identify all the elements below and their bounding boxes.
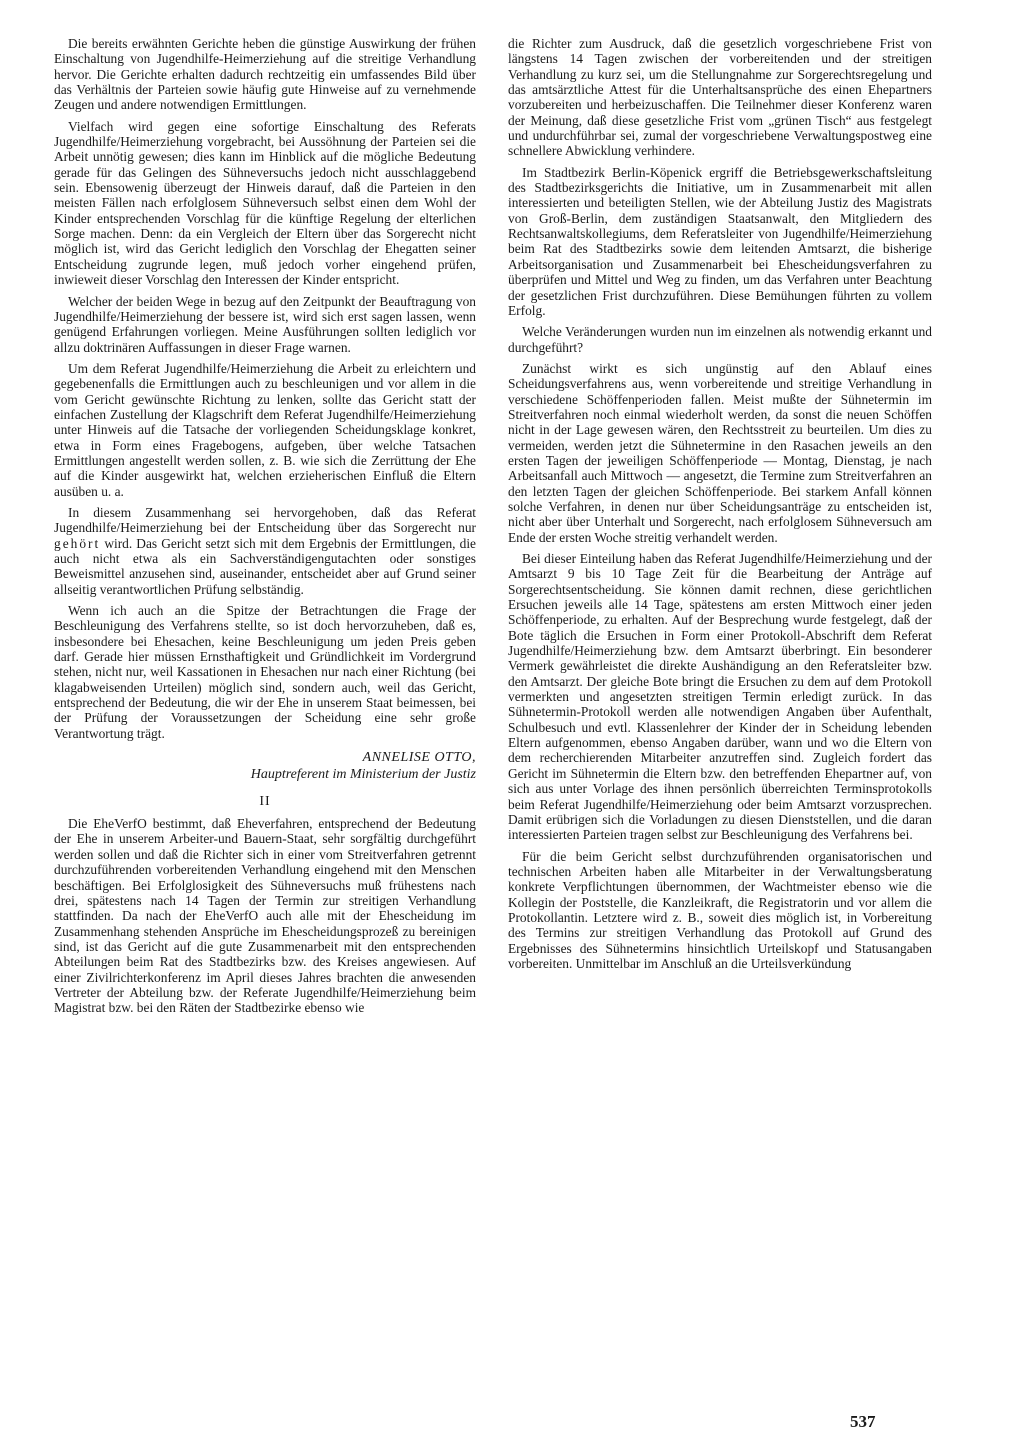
paragraph: Welcher der beiden Wege in bezug auf den Zeitpunkt der Beauftragung von Jugendhilfe/Heimerziehung der bessere ist, wird sich erst sagen lassen, wenn genügend Erfahrungen vorliegen. Meine Ausführungen sollten lediglich vor allzu doktrinären Auffassungen in dieser Frage warnen. <box>54 293 476 355</box>
paragraph: Bei dieser Einteilung haben das Referat Jugendhilfe/Heimerziehung und der Amtsarzt 9 bis 10 Tage Zeit für die Bearbeitung der Anträge auf Sorgerechtsentscheidung. Sie können damit rechnen, diese gerichtlichen Ersuchen jeweils alle 14 Tage, spätestens am ersten Mittwoch einer jeden Schöffenperiode, zu erhalten. Auf der Besprechung wurde festgelegt, daß der Bote täglich die Ersuchen in Form einer Protokoll-Abschrift dem Referat Jugendhilfe/Heimerziehung bzw. dem Amtsarzt überbringt. Ein besonderer Vermerk gewährleistet die direkte Aushändigung an den Referatsleiter bzw. den Amtsarzt. Der gleiche Bote bringt die Ersuchen zu dem auf dem Protokoll vermerkten und angesetzten streitigen Termin erledigt zurück. In das Sühnetermin-Protokoll werden alle notwendigen Angaben über Aufenthalt, Schulbesuch und evtl. Klassenlehrer der Kinder der in Scheidung lebenden Eltern aufgenommen, ebenso Angaben darüber, wann und wo die Eltern von dem recherchierenden Mitarbeiter anzutreffen sind. Zugleich fordert das Gericht im Sühnetermin die Eltern bzw. den betreffenden Ehepartner auf, von sich aus unter Vorlage des ihnen persönlich überreichten Terminsprotokolls beim Referat Jugendhilfe/Heimerziehung oder beim Amtsarzt vorzusprechen. Damit erübrigen sich die Vorladungen zu diesen Dienststellen, und die daran interessierten Parteien tragen selbst zur Beschleunigung des Verfahrens bei. <box>508 551 932 843</box>
paragraph: Im Stadtbezirk Berlin-Köpenick ergriff die Betriebsgewerkschaftsleitung des Stadtbezirksgerichts die Initiative, um in Zusammenarbeit mit allen interessierten und beteiligten Stellen, wie der Abteilung Justiz des Magistrats von Groß-Berlin, dem zuständigen Staatsanwalt, den Mitgliedern des Rechtsanwaltskollegiums, dem Referatsleiter von Jugendhilfe/Heimerziehung beim Rat des Stadtbezirks sowie dem leitenden Amtsarzt, die bisherige Arbeitsorganisation und Zusammenarbeit bei Ehescheidungsverfahren zu überprüfen und Mittel und Weg zu finden, um das Verfahren unter Beachtung der gesetzlichen Frist durchzuführen. Diese Bemühungen führten zu vollem Erfolg. <box>508 164 932 318</box>
emphasized-word: gehört <box>54 535 101 551</box>
paragraph-text: wird. Das Gericht setzt sich mit dem Ergebnis der Ermittlungen, die auch nicht etwa als ein Sachverständigengutachten oder sonstiges Beweismittel anzusehen sind, auseinander, entscheidet aber auf Grund seiner allseitig verantwortlichen Prüfung selbständig. <box>54 535 476 597</box>
paragraph: Die EheVerfO bestimmt, daß Eheverfahren, entsprechend der Bedeutung der Ehe in unserem Arbeiter-und Bauern-Staat, sehr sorgfältig durchgeführt werden sollen und daß die Richter sich in einer vom Streitverfahren getrennt durchzuführenden vorbereitenden Verhandlung eingehend mit den Menschen beschäftigen. Bei Erfolglosigkeit des Sühneversuchs muß frühestens nach drei, spätestens nach 14 Tagen der Termin zur streitigen Verhandlung stattfinden. Da nach der EheVerfO auch alle mit der Ehescheidung im Zusammenhang stehenden Ansprüche im Ehescheidungsprozeß zu bereinigen sind, ist das Gericht auf die gute Zusammenarbeit mit den entsprechenden Abteilungen beim Rat des Stadtbezirks bzw. des Kreises angewiesen. Auf einer Zivilrichterkonferenz im April dieses Jahres brachten die anwesenden Vertreter der Abteilung bzw. der Referate Jugendhilfe/Heimerziehung beim Magistrat bzw. bei den Räten der Stadtbezirke ebenso wie <box>54 816 476 1016</box>
paragraph-text: In diesem Zusammenhang sei hervorgehoben, daß das Referat Jugendhilfe/Heimerziehung bei der Entscheidung über das Sorgerecht nur <box>54 504 476 536</box>
left-column <box>54 36 476 1406</box>
paragraph: Vielfach wird gegen eine sofortige Einschaltung des Referats Jugendhilfe/Heimerziehung vorgebracht, bei Aussöhnung der Parteien sei die Arbeit unnötig gewesen; dies kann im Hinblick auf die mögliche Bedeutung gerade für das Gelingen des Sühneversuchs jedoch nicht ausschlaggebend sein. Ebensowenig überzeugt der Hinweis darauf, daß die Parteien in den meisten Fällen nach erfolglosem Sühneversuch selbst einen dem Wohl der Kinder entsprechenden Vorschlag für die künftige Regelung der elterlichen Sorge machen. Denn: da ein Vergleich der Eltern über das Sorgerecht nicht möglich ist, wird das Gericht lediglich den Vorschlag der Ehegatten seiner Entscheidung zugrunde legen, muß jedoch vorher eingehend prüfen, inwieweit dieser Vorschlag den Interessen der Kinder entspricht. <box>54 118 476 288</box>
paragraph: Die bereits erwähnten Gerichte heben die günstige Auswirkung der frühen Einschaltung von Jugendhilfe-Heimerziehung auf die streitige Verhandlung hervor. Die Gerichte erhalten dadurch rechtzeitig ein umfassendes Bild über das Verhältnis der Parteien sowie häufig gute Hinweise auf zu vernehmende Zeugen und andere notwendigen Ermittlungen. <box>54 36 476 113</box>
paragraph: Um dem Referat Jugendhilfe/Heimerziehung die Arbeit zu erleichtern und gegebenenfalls die Ermittlungen auch zu beschleunigen und vor allem in die vom Gericht gewünschte Richtung zu lenken, sollte das Gericht statt der einfachen Zustellung der Klagschrift dem Referat Jugendhilfe/Heimerziehung unter Hinweis auf die Tatsache der vorliegenden Scheidungsklage konkret, etwa in Form eines Fragebogens, aufgeben, über welche Tatsachen Ermittlungen angestellt werden sollen, z. B. wie sich die Zerrüttung der Ehe auf die Kinder ausgewirkt hat, welchen erzieherischen Einfluß die Eltern ausüben u. a. <box>54 360 476 499</box>
paragraph <box>54 505 476 597</box>
paragraph: Welche Veränderungen wurden nun im einzelnen als notwendig erkannt und durchgeführt? <box>508 324 932 355</box>
paragraph: Wenn ich auch an die Spitze der Betrachtungen die Frage der Beschleunigung des Verfahrens stellte, so ist doch hervorzuheben, daß es, insbesondere bei Ehesachen, keine Beschleunigung um jeden Preis geben darf. Gerade hier müssen Ernsthaftigkeit und Gründlichkeit im Vordergrund stehen, nicht nur, weil Kassationen in Ehesachen nur nach einer Richtung (bei klagabweisenden Urteilen) möglich sind, sondern auch, weil das Gericht, entsprechend der Bedeutung, die wir der Ehe in unserem Staat beimessen, bei der Prüfung der Voraussetzungen der Scheidung eine sehr große Verantwortung trägt. <box>54 603 476 741</box>
author-signature <box>54 749 476 783</box>
paragraph: Für die beim Gericht selbst durchzuführenden organisatorischen und technischen Arbeiten haben alle Mitarbeiter in der Verwaltungsberatung konkrete Verpflichtungen übernommen, der Wachtmeister ebenso wie die Kollegin der Poststelle, die Kanzleikraft, die Registratorin und vor allem die Protokollantin. Letztere wird z. B., soweit dies möglich ist, in Vorbereitung des Termins zur streitigen Verhandlung das Protokoll auf Grund des Ergebnisses des Sühnetermins hinsichtlich Urteilskopf und Statusangaben vorbereiten. Unmittelbar im Anschluß an die Urteilsverkündung <box>508 848 932 971</box>
author-role: Hauptreferent im Ministerium der Justiz <box>250 767 476 783</box>
paragraph: Zunächst wirkt es sich ungünstig auf den Ablauf eines Scheidungsverfahrens aus, wenn vorbereitende und streitige Verhandlung in verschiedene Schöffenperioden fallen. Meist mußte der Sühnetermin im Streitverfahren noch einmal wiederholt werden, da sonst die neuen Schöffen nicht in der Lage gewesen wären, den Rechtsstreit zu beurteilen. Um dies zu vermeiden, werden jetzt die Sühnetermine in den Rasachen jeweils an den ersten Tagen der jeweiligen Schöffenperiode — Montag, Dienstag, je nach Arbeitsanfall auch Mittwoch — angesetzt, die Termine zum Streitverfahren an den letzten Tagen der gleichen Schöffenperiode. Bei starkem Anfall können solche Verfahren, in denen nur über Scheidungsanträge zu entscheiden ist, nicht aber über Unterhalt und Sorgerecht, nach erfolglosem Sühneversuch am Ende der ersten Woche streitig verhandelt werden. <box>508 360 932 545</box>
page-number: 537 <box>850 1412 876 1431</box>
right-column <box>508 36 932 1406</box>
section-number: II <box>259 794 271 810</box>
paragraph: die Richter zum Ausdruck, daß die gesetzlich vorgeschriebene Frist von längstens 14 Tagen zwischen der vorbereitenden und der streitigen Verhandlung zu kurz sei, um die Stellungnahme zur Sorgerechtsregelung und das amtsärztliche Attest für die Unterhaltsansprüche des einen Ehepartners vorzubereiten und herbeizuschaffen. Die Teilnehmer dieser Konferenz waren der Meinung, daß diese gesetzliche Frist vom „grünen Tisch“ aus festgelegt und undurchführbar sei, zumal der vorgeschriebene Verwaltungspostweg eine schnellere Abwicklung verhindere. <box>508 36 932 159</box>
author-name: ANNELISE OTTO, <box>362 750 476 766</box>
